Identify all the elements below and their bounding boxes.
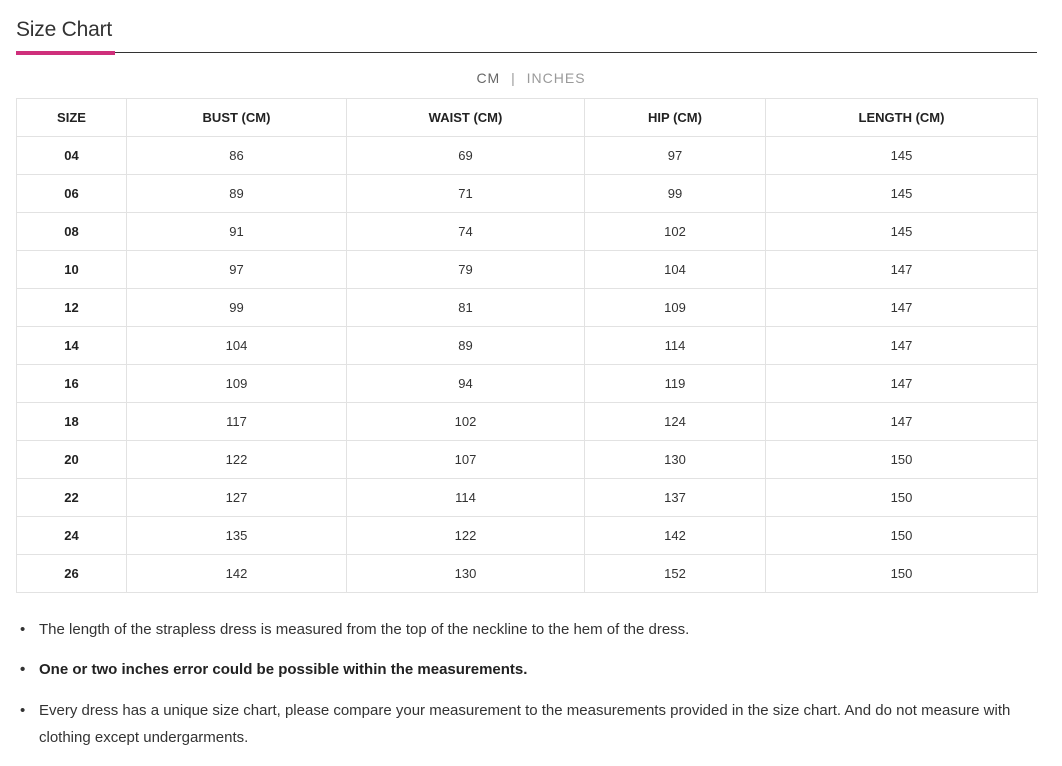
cell-hip: 114 <box>585 327 766 365</box>
table-row <box>17 251 1038 289</box>
table-row <box>17 517 1038 555</box>
cell-waist: 74 <box>347 213 585 251</box>
table-row <box>17 479 1038 517</box>
column-header-length: LENGTH (CM) <box>766 99 1038 137</box>
cell-length: 147 <box>766 403 1038 441</box>
cell-length: 147 <box>766 251 1038 289</box>
table-row <box>17 175 1038 213</box>
cell-length: 147 <box>766 289 1038 327</box>
cell-size: 04 <box>17 137 127 175</box>
cell-length: 147 <box>766 365 1038 403</box>
cell-hip: 119 <box>585 365 766 403</box>
cell-waist: 89 <box>347 327 585 365</box>
cell-length: 145 <box>766 175 1038 213</box>
cell-waist: 79 <box>347 251 585 289</box>
unit-toggle <box>0 70 1062 86</box>
table-header-row <box>17 99 1038 137</box>
cell-hip: 124 <box>585 403 766 441</box>
cell-waist: 122 <box>347 517 585 555</box>
cell-size: 22 <box>17 479 127 517</box>
notes-list <box>18 616 1028 765</box>
column-header-waist: WAIST (CM) <box>347 99 585 137</box>
table-body <box>17 137 1038 593</box>
unit-inches-option[interactable]: INCHES <box>526 70 586 86</box>
cell-bust: 99 <box>127 289 347 327</box>
title-accent-underline <box>16 51 115 55</box>
cell-length: 150 <box>766 441 1038 479</box>
table-row <box>17 365 1038 403</box>
cell-hip: 99 <box>585 175 766 213</box>
cell-bust: 117 <box>127 403 347 441</box>
cell-size: 12 <box>17 289 127 327</box>
cell-size: 10 <box>17 251 127 289</box>
cell-size: 08 <box>17 213 127 251</box>
cell-waist: 107 <box>347 441 585 479</box>
note-text: The length of the strapless dress is measured from the top of the neckline to the hem of the dress. <box>39 621 690 638</box>
cell-length: 150 <box>766 479 1038 517</box>
unit-separator: | <box>511 70 516 86</box>
cell-hip: 102 <box>585 213 766 251</box>
cell-size: 18 <box>17 403 127 441</box>
cell-waist: 102 <box>347 403 585 441</box>
cell-bust: 127 <box>127 479 347 517</box>
column-header-bust: BUST (CM) <box>127 99 347 137</box>
page-title: Size Chart <box>16 18 113 41</box>
cell-bust: 91 <box>127 213 347 251</box>
cell-hip: 152 <box>585 555 766 593</box>
table-row <box>17 289 1038 327</box>
cell-bust: 104 <box>127 327 347 365</box>
size-chart-header <box>16 14 1037 56</box>
cell-bust: 89 <box>127 175 347 213</box>
header-divider <box>16 52 1037 53</box>
cell-length: 145 <box>766 137 1038 175</box>
cell-bust: 97 <box>127 251 347 289</box>
cell-waist: 114 <box>347 479 585 517</box>
note-item <box>18 616 1028 643</box>
cell-hip: 142 <box>585 517 766 555</box>
cell-bust: 86 <box>127 137 347 175</box>
cell-length: 147 <box>766 327 1038 365</box>
cell-size: 16 <box>17 365 127 403</box>
cell-hip: 130 <box>585 441 766 479</box>
cell-bust: 135 <box>127 517 347 555</box>
cell-size: 06 <box>17 175 127 213</box>
cell-size: 20 <box>17 441 127 479</box>
table-row <box>17 555 1038 593</box>
cell-waist: 94 <box>347 365 585 403</box>
bullet-icon: • <box>20 702 26 719</box>
cell-hip: 97 <box>585 137 766 175</box>
cell-size: 26 <box>17 555 127 593</box>
cell-size: 24 <box>17 517 127 555</box>
note-item <box>18 697 1028 751</box>
cell-hip: 137 <box>585 479 766 517</box>
cell-hip: 109 <box>585 289 766 327</box>
table-row <box>17 403 1038 441</box>
cell-length: 150 <box>766 517 1038 555</box>
bullet-icon: • <box>20 621 26 638</box>
cell-waist: 69 <box>347 137 585 175</box>
cell-waist: 81 <box>347 289 585 327</box>
cell-hip: 104 <box>585 251 766 289</box>
cell-length: 145 <box>766 213 1038 251</box>
cell-bust: 109 <box>127 365 347 403</box>
column-header-size: SIZE <box>17 99 127 137</box>
cell-waist: 71 <box>347 175 585 213</box>
bullet-icon: • <box>20 661 26 678</box>
note-item <box>18 656 1028 683</box>
note-text: One or two inches error could be possible within the measurements. <box>39 661 528 678</box>
cell-bust: 122 <box>127 441 347 479</box>
cell-length: 150 <box>766 555 1038 593</box>
note-text: Every dress has a unique size chart, please compare your measurement to the measurements provided in the size chart. And do not measure with clothing except undergarments. <box>39 702 1011 746</box>
table-row <box>17 327 1038 365</box>
unit-cm-option[interactable]: CM <box>476 70 501 86</box>
cell-waist: 130 <box>347 555 585 593</box>
table-row <box>17 137 1038 175</box>
cell-size: 14 <box>17 327 127 365</box>
cell-bust: 142 <box>127 555 347 593</box>
table-row <box>17 213 1038 251</box>
size-table <box>16 98 1038 593</box>
table-row <box>17 441 1038 479</box>
column-header-hip: HIP (CM) <box>585 99 766 137</box>
